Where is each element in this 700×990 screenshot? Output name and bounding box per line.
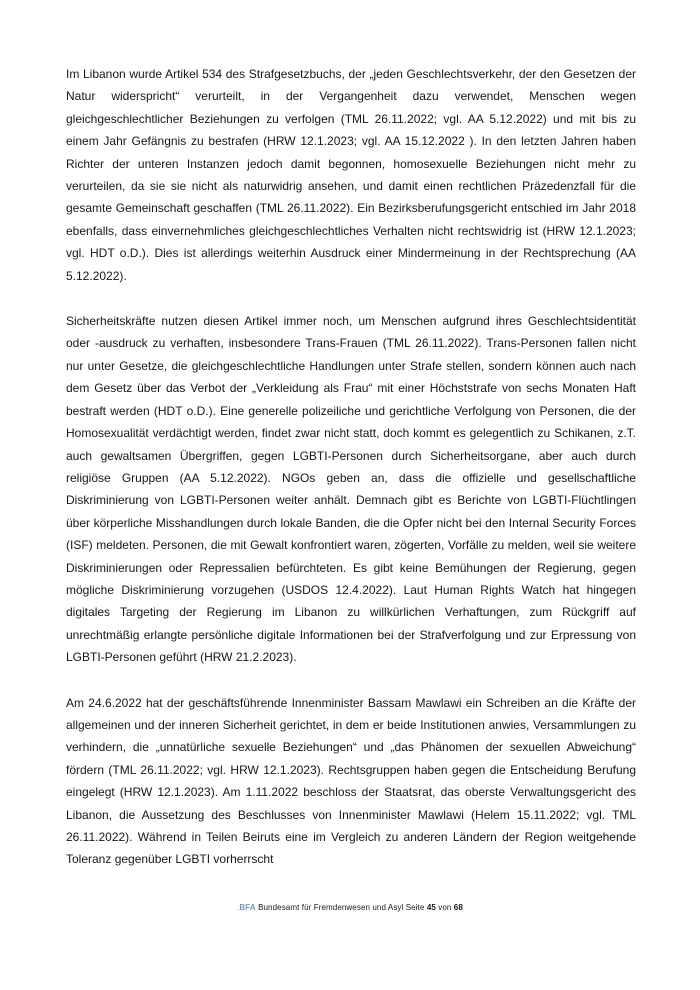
bfa-logo: BFA xyxy=(239,903,256,912)
footer-page-total: 68 xyxy=(453,903,463,912)
footer-page-current: 45 xyxy=(426,903,436,912)
bfa-logo-dot: . xyxy=(237,903,240,912)
page-footer xyxy=(0,901,700,915)
paragraph-article-534: Im Libanon wurde Artikel 534 des Strafgesetzbuchs, der „jeden Geschlechtsverkehr, der den Gesetzen der Natur widerspricht“ verurteilt, in der Vergangenheit dazu verwendet, Menschen wegen gleichgeschlechtlicher Beziehungen zu verfolgen (TML 26.11.2022; vgl. AA 5.12.2022) und mit bis zu einem Jahr Gefängnis zu bestrafen (HRW 12.1.2023; vgl. AA 15.12.2022 ). In den letzten Jahren haben Richter der unteren Instanzen jedoch damit begonnen, homosexuelle Beziehungen nicht mehr zu verurteilen, da sie sie nicht als naturwidrig ansehen, und damit einen rechtlichen Präzedenzfall für die gesamte Gemeinschaft geschaffen (TML 26.11.2022). Ein Bezirksberufungsgericht entschied im Jahr 2018 ebenfalls, dass einvernehmliches gleichgeschlechtliches Verhalten nicht rechtswidrig ist (HRW 12.1.2023; vgl. HDT o.D.). Dies ist allerdings weiterhin Ausdruck einer Mindermeinung in der Rechtsprechung (AA 5.12.2022). xyxy=(66,67,636,283)
paragraph-innenminister: Am 24.6.2022 hat der geschäftsführende Innenminister Bassam Mawlawi ein Schreiben an die Kräfte der allgemeinen und der inneren Sicherheit gerichtet, in dem er beide Institutionen anwies, Versammlungen zu verhindern, die „unnatürliche sexuelle Beziehungen“ und „das Phänomen der sexuellen Abweichung“ fördern (TML 26.11.2022; vgl. HRW 12.1.2023). Rechtsgruppen haben gegen die Entscheidung Berufung eingelegt (HRW 12.1.2023). Am 1.11.2022 beschloss der Staatsrat, das oberste Verwaltungsgericht des Libanon, die Aussetzung des Beschlusses von Innenminister Mawlawi (Helem 15.11.2022; vgl. TML 26.11.2022). Während in Teilen Beiruts eine im Vergleich zu anderen Ländern der Region weitgehende Toleranz gegenüber LGBTI vorherrscht xyxy=(66,695,636,867)
document-body xyxy=(66,63,636,894)
footer-page-word: Seite xyxy=(405,903,425,912)
paragraph-security-forces: Sicherheitskräfte nutzen diesen Artikel immer noch, um Menschen aufgrund ihres Geschlechtsidentität oder -ausdruck zu verhaften, insbesondere Trans-Frauen (TML 26.11.2022). Trans-Personen fallen nicht nur unter Gesetze, die gleichgeschlechtliche Handlungen unter Strafe stellen, sondern können auch nach dem Gesetz über das Verbot der „Verkleidung als Frau“ mit einer Höchststrafe von sechs Monaten Haft bestraft werden (HDT o.D.). Eine generelle polizeiliche und gerichtliche Verfolgung von Personen, die der Homosexualität verdächtigt werden, findet zwar nicht statt, doch kommt es gelegentlich zu Schikanen, z.T. auch gewaltsamen Übergriffen, gegen LGBTI-Personen durch Sicherheitsorgane, aber auch durch religiöse Gruppen (AA 5.12.2022). NGOs geben an, dass die offizielle und gesellschaftliche Diskriminierung von LGBTI-Personen weiter anhält. Demnach gibt es Berichte von LGBTI-Flüchtlingen über körperliche Misshandlungen durch lokale Banden, die die Opfer nicht bei den Internal Security Forces (ISF) meldeten. Personen, die mit Gewalt konfrontiert waren, zögerten, Vorfälle zu melden, weil sie weitere Diskriminierungen oder Repressalien befürchteten. Es gibt keine Bemühungen der Regierung, gegen mögliche Diskriminierung vorzugehen (USDOS 12.4.2022). Laut Human Rights Watch hat hingegen digitales Targeting der Regierung im Libanon zu willkürlichen Verhaftungen, zum Rückgriff auf unrechtmäßig erlangte persönliche digitale Informationen bei der Strafverfolgung und zur Erpressung von LGBTI-Personen geführt (HRW 21.2.2023). xyxy=(66,314,636,665)
footer-org-name: Bundesamt für Fremdenwesen und Asyl xyxy=(258,903,404,912)
footer-page-separator: von xyxy=(438,903,452,912)
